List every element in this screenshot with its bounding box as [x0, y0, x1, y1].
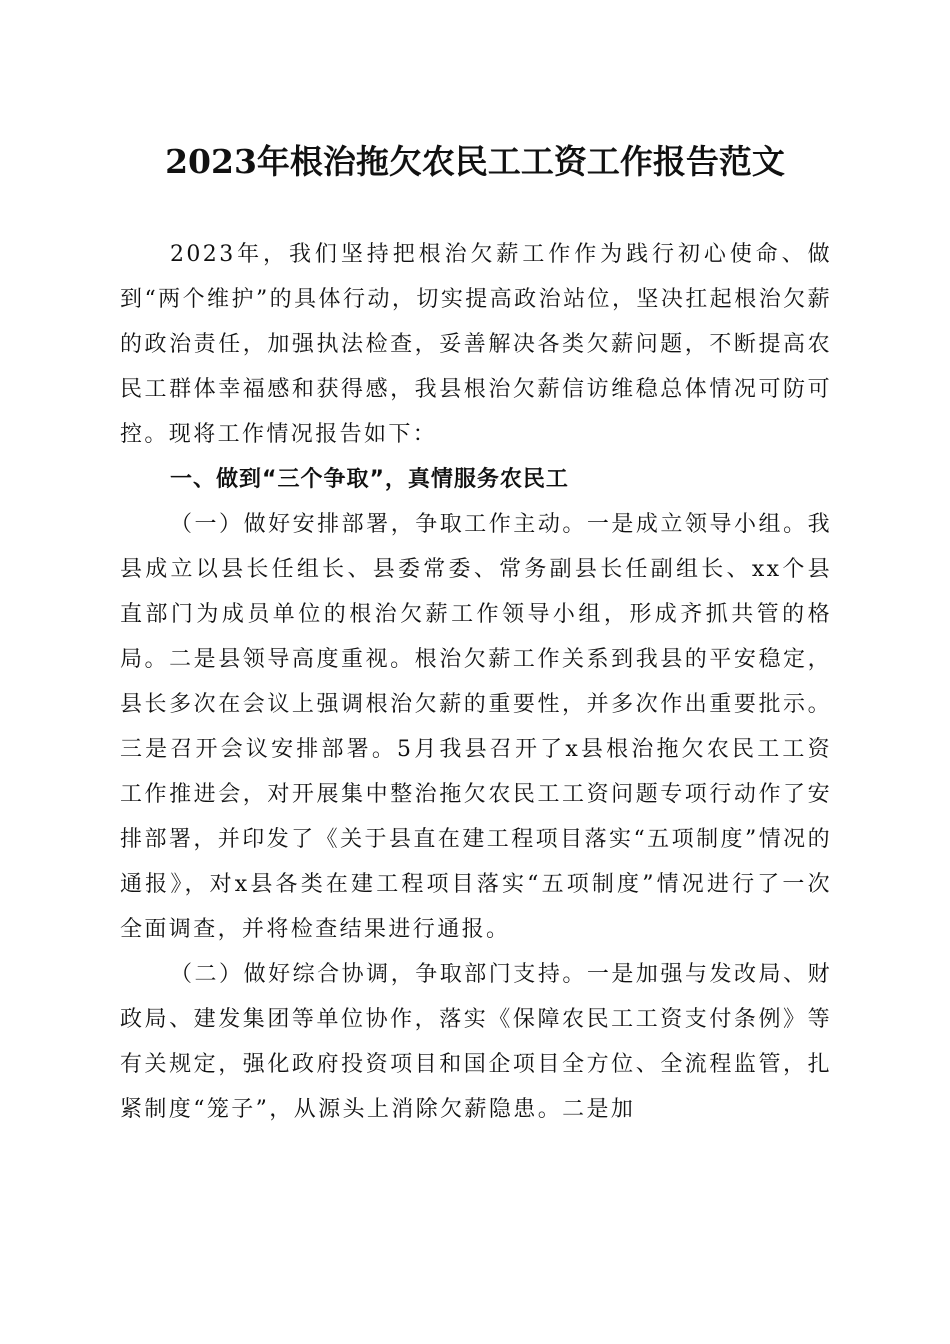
subsection-2-paragraph [120, 952, 832, 1132]
subsection-1-paragraph [120, 502, 832, 952]
document-body [120, 232, 832, 1132]
intro-paragraph: 2023年，我们坚持把根治欠薪工作作为践行初心使命、做到“两个维护”的具体行动，切实提高政治站位，坚决扛起根治欠薪的政治责任，加强执法检查，妥善解决各类欠薪问题，不断提高农民工群体幸福感和获得感，我县根治欠薪信访维稳总体情况可防可控。现将工作情况报告如下： [120, 242, 832, 447]
subsection-1-text: 一是成立领导小组。我县成立以县长任组长、县委常委、常务副县长任副组长、xx个县直部门为成员单位的根治欠薪工作领导小组，形成齐抓共管的格局。二是县领导高度重视。根治欠薪工作关系到我县的平安稳定，县长多次在会议上强调根治欠薪的重要性，并多次作出重要批示。三是召开会议安排部署。5月我县召开了x县根治拖欠农民工工资工作推进会，对开展集中整治拖欠农民工工资问题专项行动作了安排部署，并印发了《关于县直在建工程项目落实“五项制度”情况的通报》，对x县各类在建工程项目落实“五项制度”情况进行了一次全面调查，并将检查结果进行通报。 [120, 512, 832, 942]
subsection-2-lead: （二）做好综合协调，争取部门支持。 [170, 962, 587, 987]
subsection-1-lead: （一）做好安排部署，争取工作主动。 [170, 512, 587, 537]
subsection-2-text: 一是加强与发改局、财政局、建发集团等单位协作，落实《保障农民工工资支付条例》等有关规定，强化政府投资项目和国企项目全方位、全流程监管，扎紧制度“笼子”，从源头上消除欠薪隐患。二是加 [120, 962, 832, 1122]
document-title: 2023年根治拖欠农民工工资工作报告范文 [165, 142, 785, 181]
section-heading-1: 一、做到“三个争取”，真情服务农民工 [170, 467, 569, 492]
